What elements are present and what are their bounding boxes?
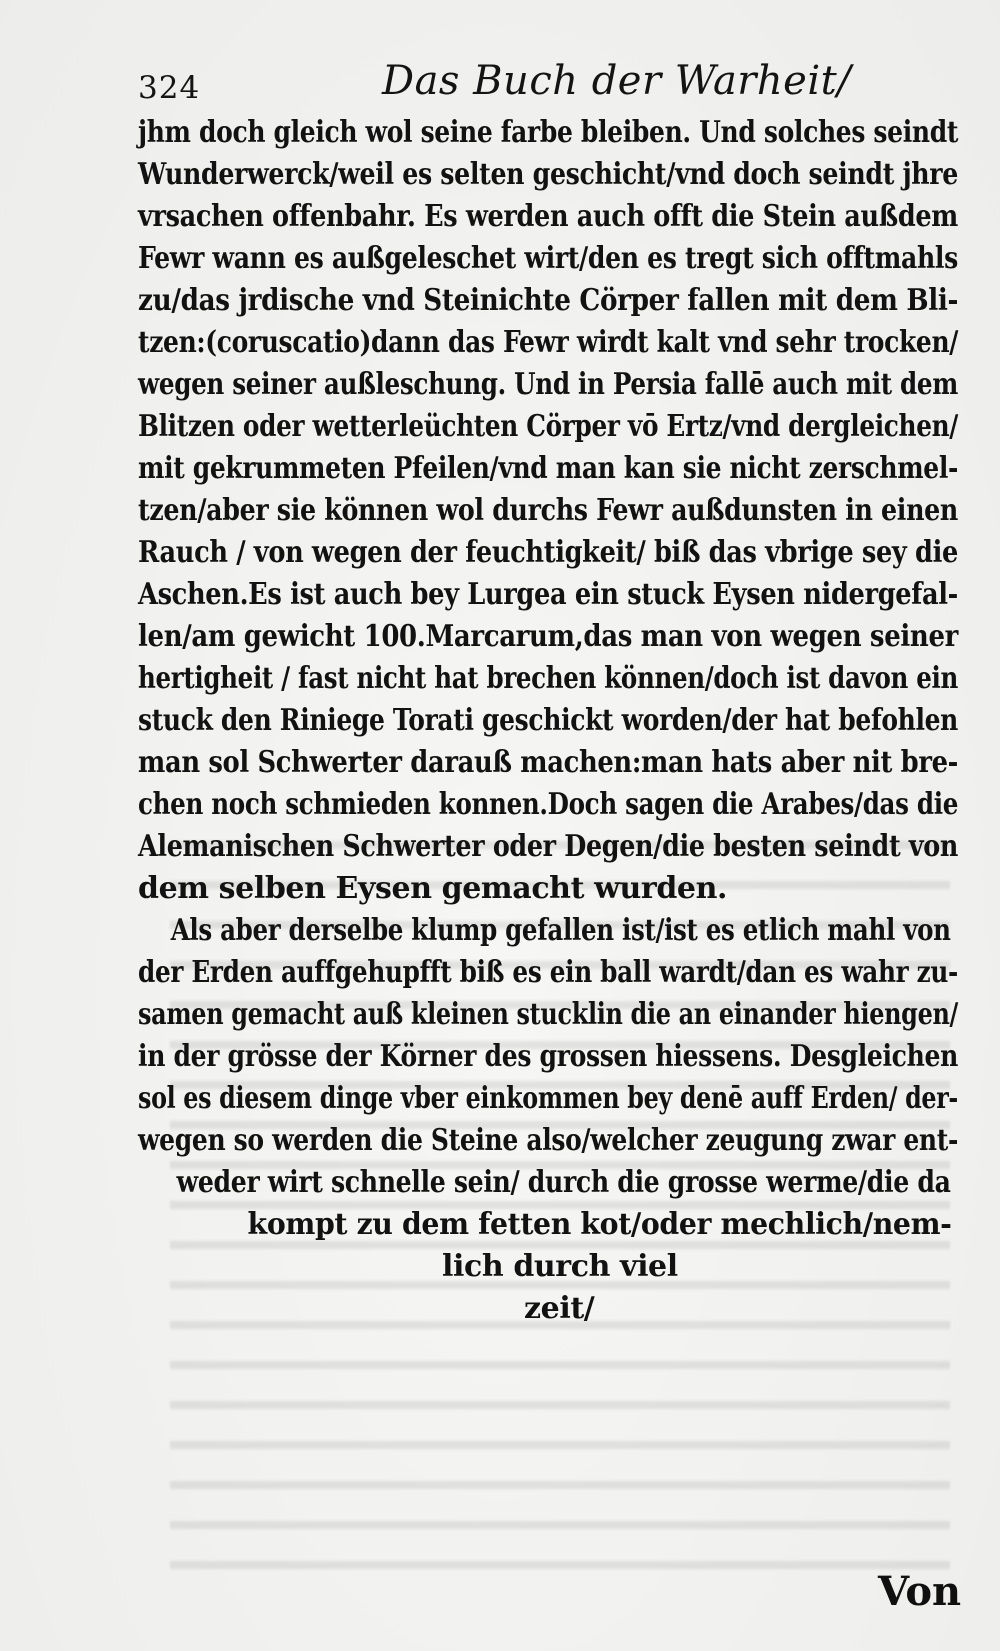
text-line: stuck den Riniege Torati geschickt worden/der hat befohlen [138, 703, 959, 738]
catchword: Von [878, 1568, 962, 1615]
text-line: sol es diesem dinge vber einkommen bey denē auff Erden/ der- [138, 1081, 958, 1116]
text-line: Aschen.Es ist auch bey Lurgea ein stuck Eysen nidergefal- [138, 577, 958, 612]
text-line: zu/das jrdische vnd Steinichte Cörper fallen mit dem Bli- [138, 283, 959, 318]
running-title: Das Buch der Warheit/ [382, 58, 852, 104]
text-line: dem selben Eysen gemacht wurden. [138, 871, 728, 906]
text-line: zeit/ [524, 1291, 595, 1326]
text-line: Wunderwerck/weil es selten geschicht/vnd doch seindt jhre [138, 157, 958, 192]
text-line: Fewr wann es außgeleschet wirt/den es tregt sich offtmahls [138, 241, 958, 276]
text-line: len/am gewicht 100.Marcarum,das man von wegen seiner [138, 619, 958, 654]
text-line: Als aber derselbe klump gefallen ist/ist es etlich mahl von [170, 913, 951, 948]
text-line: samen gemacht auß kleinen stucklin die an einander hiengen/ [138, 997, 958, 1032]
text-line: vrsachen offenbahr. Es werden auch offt die Stein außdem [138, 199, 958, 234]
text-line: in der grösse der Körner des grossen hiessens. Desgleichen [138, 1039, 959, 1074]
text-line: weder wirt schnelle sein/ durch die grosse werme/die da [176, 1165, 951, 1200]
text-line: tzen/aber sie können wol durchs Fewr außdunsten in einen [138, 493, 958, 528]
text-line: wegen so werden die Steine also/welcher zeugung zwar ent- [138, 1123, 959, 1158]
text-line: chen noch schmieden konnen.Doch sagen die Arabes/das die [138, 787, 959, 822]
text-line: man sol Schwerter darauß machen:man hats aber nit bre- [138, 745, 959, 780]
text-line: Rauch / von wegen der feuchtigkeit/ biß das vbrige sey die [138, 535, 958, 570]
text-line: mit gekrummeten Pfeilen/vnd man kan sie nicht zerschmel- [138, 451, 958, 486]
text-line: Blitzen oder wetterleüchten Cörper vō Ertz/vnd dergleichen/ [138, 409, 959, 444]
page-header [138, 54, 958, 110]
body-text [138, 112, 978, 1330]
page-number: 324 [138, 70, 201, 106]
text-line: Alemanischen Schwerter oder Degen/die besten seindt von [138, 829, 959, 864]
text-line: kompt zu dem fetten kot/oder mechlich/nem- [247, 1207, 952, 1242]
text-line: der Erden auffgehupfft biß es ein ball wardt/dan es wahr zu- [138, 955, 958, 990]
text-line: tzen:(coruscatio)dann das Fewr wirdt kalt vnd sehr trocken/ [138, 325, 959, 360]
text-line: hertigheit / fast nicht hat brechen können/doch ist davon ein [138, 661, 958, 696]
text-line: lich durch viel [442, 1249, 678, 1284]
text-line: wegen seiner außleschung. Und in Persia fallē auch mit dem [138, 367, 958, 402]
text-line: jhm doch gleich wol seine farbe bleiben. Und solches seindt [138, 115, 959, 150]
